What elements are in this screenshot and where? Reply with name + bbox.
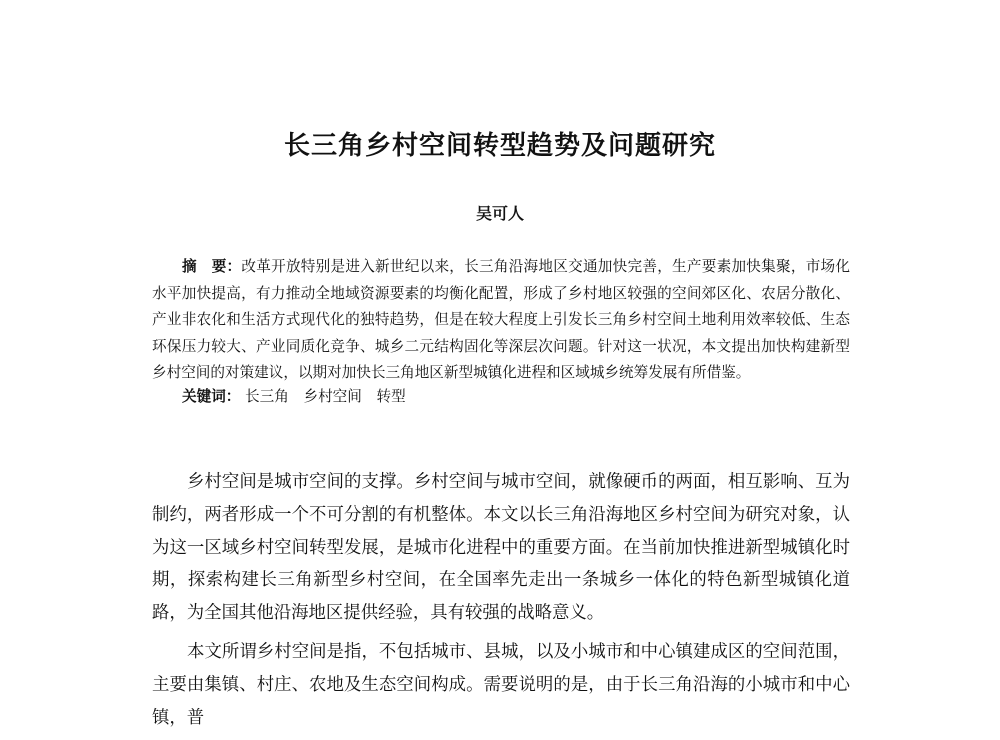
abstract-label: 摘 要： (182, 258, 242, 275)
body-paragraph: 本文所谓乡村空间是指，不包括城市、县城，以及小城市和中心镇建成区的空间范围，主要由集镇、村庄、农地及生态空间构成。需要说明的是，由于长三角沿海的小城市和中心镇，普 (152, 641, 850, 728)
keywords (182, 387, 416, 407)
keyword: 长三角 (245, 388, 289, 405)
body-text (152, 466, 850, 740)
abstract-text: 改革开放特别是进入新世纪以来，长三角沿海地区交通加快完善，生产要素加快集聚，市场化水平加快提高，有力推动全地域资源要素的均衡化配置，形成了乡村地区较强的空间郊区化、农居分散化、产业非农化和生活方式现代化的独特趋势，但是在较大程度上引发长三角乡村空间土地利用效率较低、生态环保压力较大、产业同质化竞争、城乡二元结构固化等深层次问题。针对这一状况，本文提出加快构建新型乡村空间的对策建议，以期对加快长三角地区新型城镇化进程和区域城乡统筹发展有所借鉴。 (152, 258, 850, 381)
body-paragraph: 乡村空间是城市空间的支撑。乡村空间与城市空间，就像硬币的两面，相互影响、互为制约，两者形成一个不可分割的有机整体。本文以长三角沿海地区乡村空间为研究对象，认为这一区域乡村空间转型发展，是城市化进程中的重要方面。在当前加快推进新型城镇化时期，探索构建长三角新型乡村空间，在全国率先走出一条城乡一体化的特色新型城镇化道路，为全国其他沿海地区提供经验，具有较强的战略意义。 (152, 472, 850, 624)
paper-title: 长三角乡村空间转型趋势及问题研究 (283, 131, 716, 161)
keyword: 乡村空间 (303, 388, 362, 405)
keywords-label: 关键词： (182, 388, 241, 405)
abstract (152, 254, 850, 387)
author-name: 吴可人 (475, 204, 524, 223)
keyword: 转型 (376, 388, 406, 405)
